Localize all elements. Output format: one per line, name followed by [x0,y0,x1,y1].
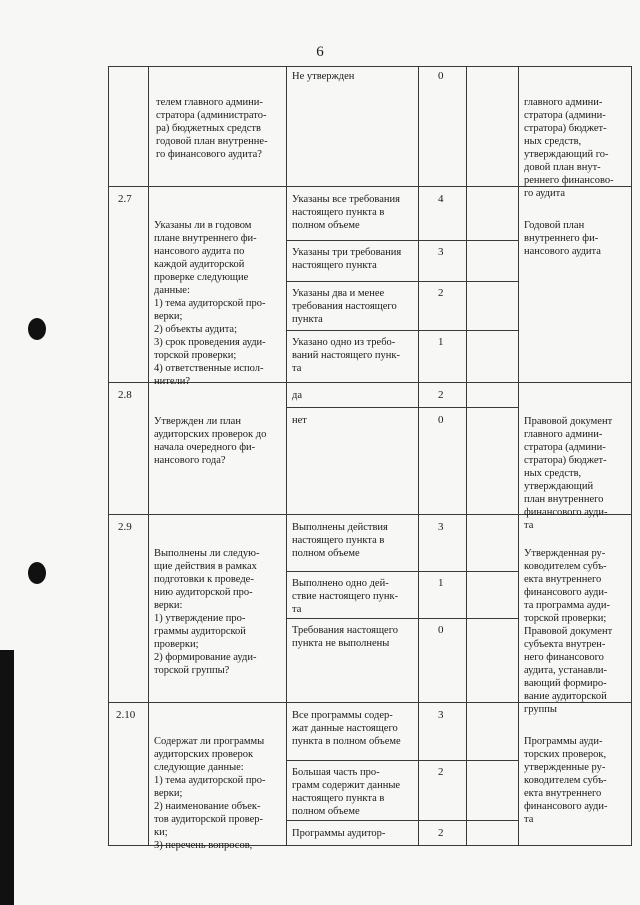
question-text: Указаны ли в годовом плане внутреннего фи- нансового аудита по каждой аудиторской проверке следующие данные: 1) тема аудиторской про- верки; 2) объекты аудита; 3) срок проведения ауди- торской проверки; 4) ответственные испол- нители? [154,220,266,387]
item-number: 2.10 [116,709,136,721]
option-text: Требования настоящего пункта не выполнены [292,625,398,649]
option-text: Выполнено одно дей- ствие настоящего пунк- та [292,578,399,615]
option-text: Указаны все требования настоящего пункта в полном объеме [292,194,400,231]
document-text: Программы ауди- торских проверок, утвержденные ру- ководителем субъ- екта внутреннего финансового ауди- та [524,736,608,825]
option-score: 3 [438,709,444,721]
option-score: 2 [438,389,444,401]
option-score: 3 [438,246,444,258]
document-text: Правовой документ главного админи- стратора (админи- стратора) бюджет- ных средств, утверждающий план внутреннего финансового ауди- та [524,416,613,531]
item-number: 2.8 [118,389,132,401]
option-score: 0 [438,70,444,82]
question-text: Содержат ли программы аудиторских проверок следующие данные: 1) тема аудиторской про- верки; 2) наименование объек- тов аудиторской провер- ки; 3) перечень вопросов, [154,736,266,851]
question-text: Утвержден ли план аудиторских проверок до начала очередного фи- нансового года? [154,416,267,466]
option-text: нет [292,415,307,426]
option-text: Не утвержден [292,71,355,82]
option-score: 2 [438,287,444,299]
option-text: Выполнены действия настоящего пункта в полном объеме [292,522,388,559]
option-score: 4 [438,193,444,205]
option-text: Большая часть про- грамм содержит данные настоящего пункта в полном объеме [292,767,401,817]
option-text: Указаны два и менее требования настоящего пункта [292,288,397,325]
page-number: 6 [316,44,324,60]
option-score: 0 [438,414,444,426]
document-text: главного админи- стратора (админи- стратора) бюджет- ных средств, утверждающий го- довой план внут- реннего финансово- го аудита [524,97,614,199]
option-score: 0 [438,624,444,636]
question-text: Выполнены ли следую- щие действия в рамках подготовки к проведе- нию аудиторской про- верки: 1) утверждение про- граммы аудиторской проверки; 2) формирование ауди- торской группы? [154,548,260,676]
item-number: 2.9 [118,521,132,533]
option-score: 1 [438,336,444,348]
option-score: 2 [438,827,444,839]
option-text: Указано одно из требо- ваний настоящего пунк- та [292,337,400,374]
option-text: Указаны три требования настоящего пункта [292,247,402,271]
option-score: 1 [438,577,444,589]
question-text: телем главного админи- стратора (администрато- ра) бюджетных средств годовой план внутренне- го финансового аудита? [156,97,268,160]
document-text: Годовой план внутреннего фи- нансового аудита [524,220,601,257]
option-score: 3 [438,521,444,533]
option-text: Все программы содер- жат данные настоящего пункта в полном объеме [292,710,401,747]
option-score: 2 [438,766,444,778]
option-text: Программы аудитор- [292,828,386,839]
document-text: Утвержденная ру- ководителем субъ- екта внутреннего финансового ауди- та программа ауди- торской проверки; Правовой документ субъекта внутрен- него финансового аудита, устанавли- вающий формиро- вание аудиторской группы [524,548,613,715]
option-text: да [292,390,303,401]
item-number: 2.7 [118,193,132,205]
